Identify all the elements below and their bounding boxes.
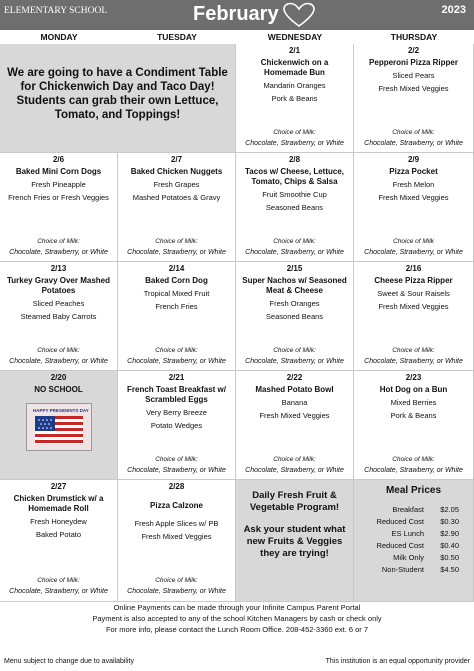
- presidents-day-image: [26, 403, 92, 451]
- price-label: Milk Only: [393, 553, 424, 562]
- day-date: 2/6: [52, 155, 65, 164]
- milk-label: Choice of Milk:: [37, 347, 80, 354]
- condiment-announcement: We are going to have a Condiment Table for Chickenwich Day and Taco Day! Students can grab their own Lettuce, Tomato, and Toppings!: [7, 67, 228, 121]
- footer-contact: For more info, please contact the Lunch Room Office. 208-452-3360 ext. 6 or 7: [105, 625, 369, 634]
- side-item: Fresh Mixed Veggies: [378, 302, 449, 311]
- dow-wednesday: WEDNESDAY: [267, 32, 323, 42]
- side-item: Banana: [281, 398, 308, 407]
- milk-options: Chocolate, Strawberry, or White: [9, 588, 108, 595]
- side-item: Seasoned Beans: [265, 203, 324, 212]
- day-cell-2-1: [236, 44, 354, 153]
- price-value: $0.30: [440, 517, 459, 526]
- milk-label: Choice of Milk:: [155, 577, 198, 584]
- day-date: 2/23: [405, 373, 422, 382]
- entree-name: Hot Dog on a Bun: [379, 385, 448, 394]
- side-item: Pork & Beans: [271, 94, 318, 103]
- price-row: [354, 552, 473, 564]
- american-flag-icon: [27, 404, 91, 450]
- day-date: 2/13: [50, 264, 67, 273]
- footer: [0, 602, 474, 635]
- month-title: February: [193, 3, 279, 25]
- milk-options: Chocolate, Strawberry, or White: [245, 358, 344, 365]
- side-item: Seasoned Beans: [265, 312, 324, 321]
- day-date: 2/28: [168, 482, 185, 491]
- day-date: 2/8: [288, 155, 301, 164]
- price-label: Reduced Cost: [376, 517, 424, 526]
- meal-prices-cell: [354, 480, 474, 602]
- entree-name: Mashed Potato Bowl: [255, 385, 334, 394]
- day-date: 2/2: [407, 46, 420, 55]
- day-cell-2-23: [354, 371, 474, 480]
- day-date: 2/9: [407, 155, 420, 164]
- school-name: ELEMENTARY SCHOOL: [4, 6, 108, 16]
- menu-disclaimer: Menu subject to change due to availability: [4, 658, 134, 665]
- day-cell-2-21: [118, 371, 236, 480]
- entree-name: Cheese Pizza Ripper: [374, 276, 453, 285]
- day-cell-2-14: [118, 262, 236, 371]
- entree-name: Pepperoni Pizza Ripper: [369, 58, 458, 67]
- equal-opportunity-notice: This institution is an equal opportunity provider: [325, 658, 470, 665]
- presidents-day-text: HAPPY PRESIDENTS DAY: [32, 408, 89, 413]
- day-cell-2-7: [118, 153, 236, 262]
- milk-label: Choice of Milk:: [273, 129, 316, 136]
- milk-label: Choice of Milk:: [155, 456, 198, 463]
- meal-prices-table: [354, 504, 473, 576]
- price-value: $0.50: [440, 553, 459, 562]
- price-row: [354, 504, 473, 516]
- side-item: Fresh Mixed Veggies: [259, 411, 330, 420]
- side-item: Sweet & Sour Raisels: [377, 289, 450, 298]
- side-item: Fruit Smoothie Cup: [262, 190, 327, 199]
- side-item: Mashed Potatoes & Gravy: [132, 193, 221, 202]
- side-item: Fresh Melon: [392, 180, 435, 189]
- dow-monday: MONDAY: [40, 32, 78, 42]
- entree-name: Pizza Calzone: [150, 501, 203, 510]
- milk-options: Chocolate, Strawberry, or White: [127, 588, 226, 595]
- side-item: French Fries: [155, 302, 198, 311]
- day-cell-2-6: [0, 153, 118, 262]
- announcement-cell: [0, 44, 236, 153]
- price-row: [354, 540, 473, 552]
- price-row: [354, 564, 473, 576]
- entree-name: Chickenwich on a Homemade Bun: [260, 58, 329, 77]
- day-cell-2-8: [236, 153, 354, 262]
- milk-label: Choice of Milk:: [392, 347, 435, 354]
- side-item: Fresh Mixed Veggies: [378, 84, 449, 93]
- side-item: Potato Wedges: [150, 421, 203, 430]
- side-item: Fresh Apple Slices w/ PB: [134, 519, 219, 528]
- milk-options: Chocolate, Strawberry, or White: [9, 249, 108, 256]
- day-date: 2/16: [405, 264, 422, 273]
- price-row: [354, 528, 473, 540]
- milk-label: Choice of Milk:: [155, 238, 198, 245]
- milk-options: Chocolate, Strawberry, or White: [245, 249, 344, 256]
- milk-options: Chocolate, Strawberry, or White: [127, 249, 226, 256]
- milk-options: Chocolate, Strawberry, or White: [364, 140, 463, 147]
- fresh-program-note: Ask your student what new Fruits & Veggies they are trying!: [243, 524, 346, 559]
- entree-name: Tacos w/ Cheese, Lettuce, Tomato, Chips & Salsa: [245, 167, 344, 186]
- milk-label: Choice of Milk:: [37, 577, 80, 584]
- price-label: Breakfast: [392, 505, 424, 514]
- day-cell-2-15: [236, 262, 354, 371]
- entree-name: Baked Chicken Nuggets: [130, 167, 223, 176]
- entree-name: Baked Corn Dog: [145, 276, 208, 285]
- price-label: ES Lunch: [391, 529, 424, 538]
- side-item: Fresh Grapes: [153, 180, 200, 189]
- price-value: $4.50: [440, 565, 459, 574]
- price-label: Non-Student: [381, 565, 424, 574]
- entree-name: Pizza Pocket: [389, 167, 438, 176]
- milk-label: Choice of Milk:: [155, 347, 198, 354]
- dow-tuesday: TUESDAY: [157, 32, 197, 42]
- side-item: Pork & Beans: [390, 411, 437, 420]
- year-label: 2023: [441, 4, 466, 16]
- entree-name: Turkey Gravy Over Mashed Potatoes: [6, 276, 110, 295]
- side-item: Mixed Berries: [390, 398, 437, 407]
- price-value: $2.90: [440, 529, 459, 538]
- milk-options: Chocolate, Strawberry, or White: [364, 467, 463, 474]
- milk-label: Choice of Milk:: [273, 347, 316, 354]
- day-date: 2/15: [286, 264, 303, 273]
- side-item: Sliced Peaches: [32, 299, 85, 308]
- entree-name: Chicken Drumstick w/ a Homemade Roll: [13, 494, 104, 513]
- side-item: Fresh Oranges: [269, 299, 320, 308]
- price-value: $2.05: [440, 505, 459, 514]
- fresh-program-cell: [236, 480, 354, 602]
- side-item: Sliced Pears: [392, 71, 435, 80]
- day-cell-2-22: [236, 371, 354, 480]
- milk-options: Chocolate, Strawberry, or White: [127, 467, 226, 474]
- milk-label: Choice of Milk:: [392, 129, 435, 136]
- milk-label: Choice of Milk:: [37, 238, 80, 245]
- milk-label: Choice of Milk: [393, 238, 434, 245]
- footer-payment-methods: Payment is also accepted to any of the school Kitchen Managers by cash or check only: [92, 614, 382, 623]
- milk-label: Choice of Milk:: [273, 238, 316, 245]
- footer-online-payments: Online Payments can be made through your Infinite Campus Parent Portal: [113, 603, 361, 612]
- day-date: 2/14: [168, 264, 185, 273]
- day-date: 2/1: [288, 46, 301, 55]
- side-item: Mandarin Oranges: [263, 81, 326, 90]
- milk-options: Chocolate, Strawberry, or White: [364, 249, 463, 256]
- side-item: Fresh Pineapple: [31, 180, 86, 189]
- milk-label: Choice of Milk:: [392, 456, 435, 463]
- price-row: [354, 516, 473, 528]
- day-date: 2/21: [168, 373, 185, 382]
- milk-options: Chocolate, Strawberry, or White: [364, 358, 463, 365]
- side-item: Fresh Honeydew: [30, 517, 87, 526]
- side-item: Steamed Baby Carrots: [20, 312, 97, 321]
- day-date: 2/7: [170, 155, 183, 164]
- day-cell-2-20: [0, 371, 118, 480]
- day-cell-2-2: [354, 44, 474, 153]
- meal-prices-title: Meal Prices: [385, 485, 442, 496]
- entree-name: Baked Mini Corn Dogs: [15, 167, 102, 176]
- price-label: Reduced Cost: [376, 541, 424, 550]
- side-item: Tropical Mixed Fruit: [143, 289, 210, 298]
- fresh-program-title: Daily Fresh Fruit & Vegetable Program!: [249, 490, 340, 513]
- day-cell-2-9: [354, 153, 474, 262]
- side-item: Baked Potato: [35, 530, 82, 539]
- entree-name: Super Nachos w/ Seasoned Meat & Cheese: [242, 276, 347, 295]
- milk-options: Chocolate, Strawberry, or White: [245, 140, 344, 147]
- no-school-label: NO SCHOOL: [34, 385, 83, 394]
- dow-thursday: THURSDAY: [390, 32, 438, 42]
- side-item: Very Berry Breeze: [146, 408, 207, 417]
- side-item: Fresh Mixed Veggies: [141, 532, 212, 541]
- price-value: $0.40: [440, 541, 459, 550]
- milk-options: Chocolate, Strawberry, or White: [245, 467, 344, 474]
- day-cell-2-13: [0, 262, 118, 371]
- day-date: 2/20: [50, 373, 67, 382]
- side-item: Fresh Mixed Veggies: [378, 193, 449, 202]
- day-date: 2/22: [286, 373, 303, 382]
- side-item: French Fries or Fresh Veggies: [8, 193, 109, 202]
- heart-icon: [282, 2, 316, 28]
- day-cell-2-16: [354, 262, 474, 371]
- day-date: 2/27: [50, 482, 67, 491]
- day-cell-2-27: [0, 480, 118, 602]
- milk-options: Chocolate, Strawberry, or White: [127, 358, 226, 365]
- header-bar: [0, 0, 474, 30]
- milk-label: Choice of Milk:: [273, 456, 316, 463]
- milk-options: Chocolate, Strawberry, or White: [9, 358, 108, 365]
- day-cell-2-28: [118, 480, 236, 602]
- entree-name: French Toast Breakfast w/ Scrambled Eggs: [127, 385, 226, 404]
